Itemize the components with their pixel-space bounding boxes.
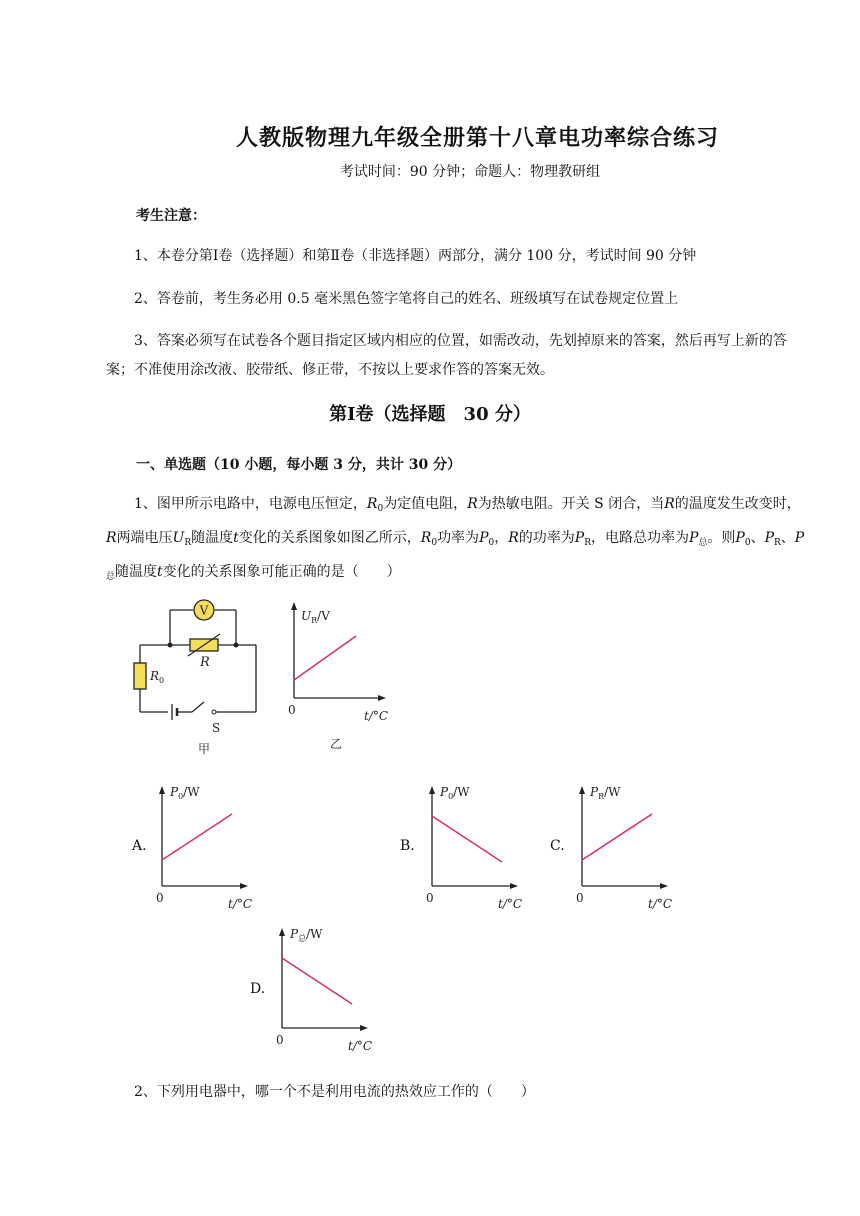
x-axis-arrow (240, 883, 248, 889)
section-title: 第Ⅰ卷（选择题 30 分） (329, 404, 531, 425)
svg-text:R0: $R_0$ (150, 669, 165, 685)
svg-text:0: 0 (288, 703, 296, 717)
page-title: 人教版物理九年级全册第十八章电功率综合练习 (235, 125, 719, 151)
option-d-graph[interactable] (268, 918, 393, 1053)
thermistor-label: R (200, 655, 210, 670)
trend-line (162, 814, 232, 860)
y-axis-label: $P_0/W$ (170, 785, 200, 801)
question-2-text: 2、下列用电器中，哪一个不是利用电流的热效应工作的（ ） (134, 1084, 535, 1100)
trend-line (282, 958, 352, 1004)
option-c-label[interactable]: C. (550, 838, 565, 854)
origin-label: 0 (576, 891, 584, 905)
graph-yi-line (294, 636, 356, 680)
question-1-text: 1、图甲所示电路中，电源电压恒定，$R_0$为定值电阻，R为热敏电阻。开关 S 闭合，当R的温度发生改变时，R两端电压$U_R$随温度t变化的关系图象如图乙所示，$R_0$功率为$P_0$，R的功率为$P_R$，电路总功率为$P_总$。则$P_0$、$P_R$、$P_总$随温度t变化的关系图象可能正确的是（ ） (106, 496, 805, 582)
y-axis-arrow (279, 928, 285, 936)
y-axis-label: $P_0/W$ (440, 785, 470, 801)
option-c-graph[interactable] (568, 776, 693, 911)
option-b-label[interactable]: B. (400, 838, 415, 854)
y-axis-label: $P_总/W$ (290, 927, 323, 943)
exam-subtitle: 考试时间：90 分钟；命题人：物理教研组 (339, 164, 601, 180)
y-axis-arrow (159, 786, 165, 794)
circuit-caption: 甲 (198, 742, 211, 756)
resistor-r0 (134, 663, 146, 689)
trend-line (582, 814, 652, 860)
origin-label: 0 (276, 1033, 284, 1047)
notice-heading: 考生注意： (136, 208, 206, 224)
option-d-label[interactable]: D. (250, 981, 266, 997)
origin-label: 0 (156, 891, 164, 905)
x-axis-arrow (510, 883, 518, 889)
graph-yi (282, 598, 402, 758)
y-axis-arrow (579, 786, 585, 794)
x-axis-label: t/°C (348, 1039, 373, 1053)
x-axis-label: t/°C (228, 897, 253, 911)
x-axis-arrow (360, 1025, 368, 1031)
notice-item-1: 1、本卷分第Ⅰ卷（选择题）和第Ⅱ卷（非选择题）两部分，满分 100 分，考试时间 90 分钟 (134, 248, 697, 264)
notice-item-3: 3、答案必须写在试卷各个题目指定区域内相应的位置，如需改动，先划掉原来的答案，然后再写上新的答案；不准使用涂改液、胶带纸、修正带，不按以上要求作答的答案无效。 (106, 333, 787, 378)
y-axis-arrow (429, 786, 435, 794)
switch-label: S (212, 721, 221, 735)
x-axis-label: t/°C (648, 897, 673, 911)
svg-text:UR/V: $U_R/V$ (301, 609, 330, 625)
x-axis-arrow (660, 883, 668, 889)
voltmeter-label: V (199, 603, 209, 618)
notice-item-2: 2、答卷前，考生务必用 0.5 毫米黑色签字笔将自己的姓名、班级填写在试卷规定位置上 (134, 291, 679, 307)
graph-yi-caption: 乙 (330, 737, 343, 751)
trend-line (432, 816, 502, 862)
circuit-diagram (128, 590, 268, 760)
svg-text:t/°C: t/°C (364, 709, 389, 723)
origin-label: 0 (426, 891, 434, 905)
option-a-label[interactable]: A. (132, 838, 147, 854)
y-axis-label: $P_R/W$ (590, 785, 621, 801)
option-b-graph[interactable] (418, 776, 543, 911)
option-a-graph[interactable] (148, 776, 273, 911)
question-type-heading: 一、单选题（10 小题，每小题 3 分，共计 30 分） (136, 457, 462, 473)
x-axis-label: t/°C (498, 897, 523, 911)
